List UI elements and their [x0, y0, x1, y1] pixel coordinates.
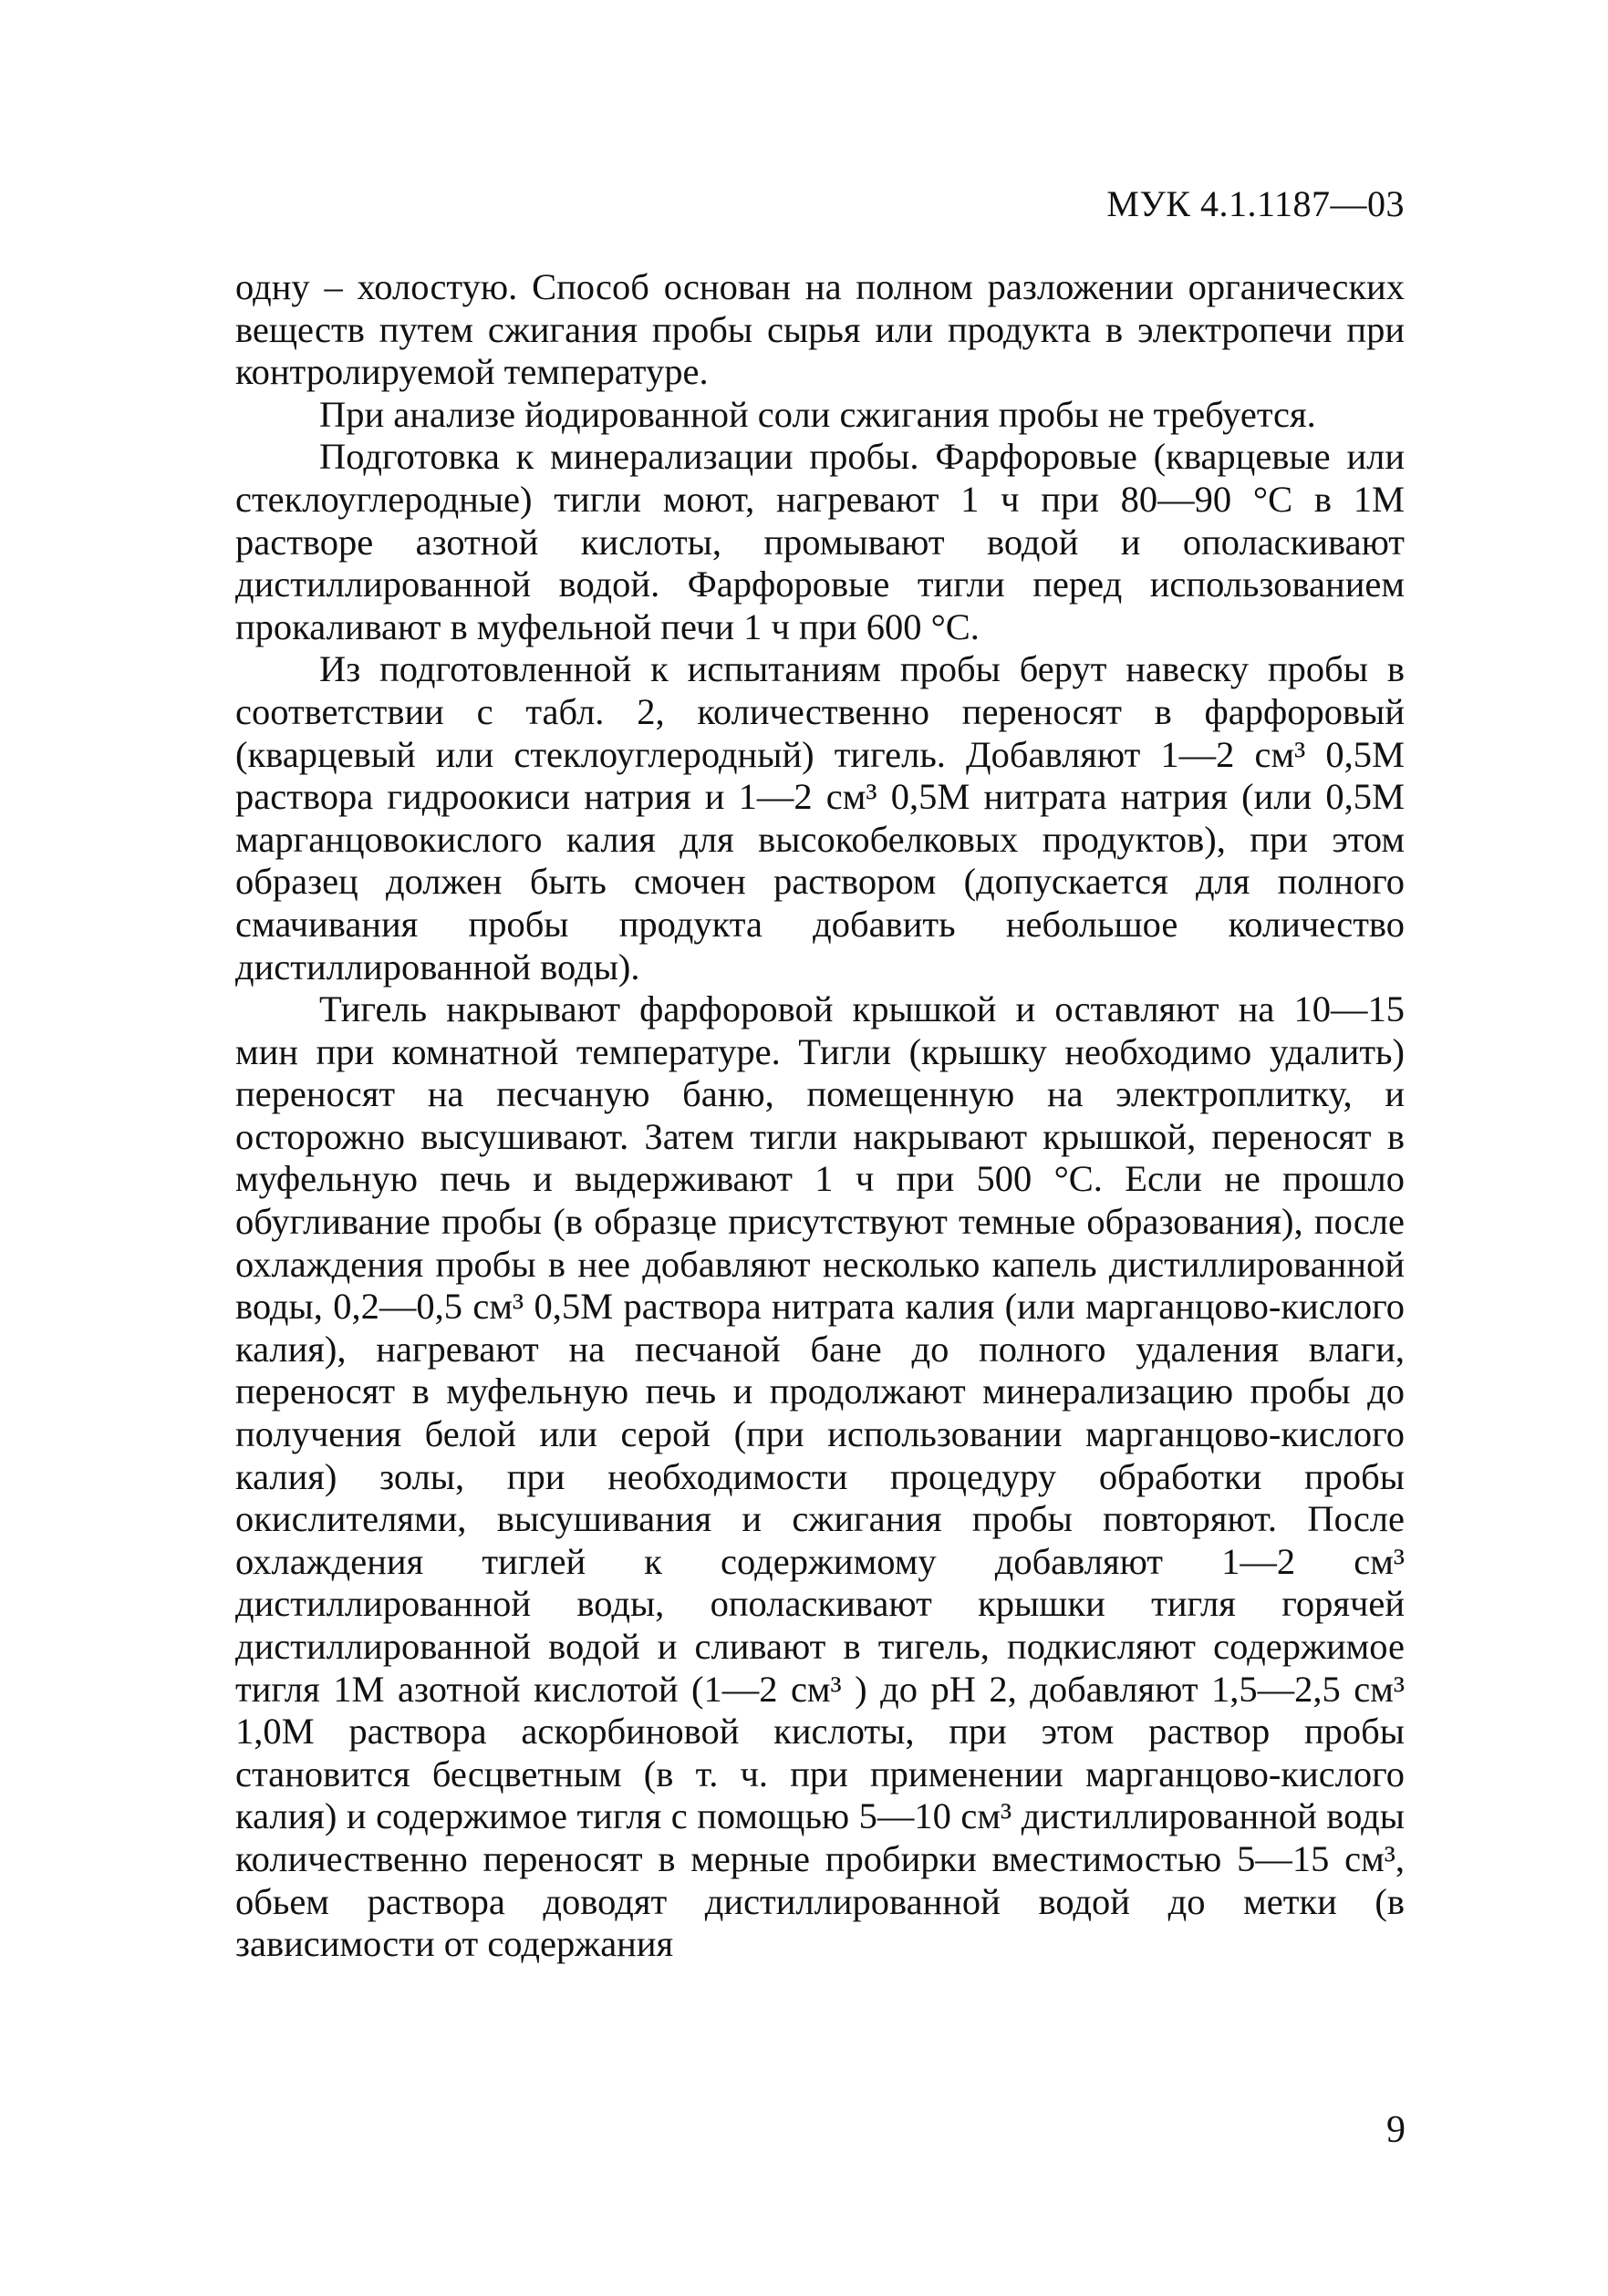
paragraph-sample-weighing: Из подготовленной к испытаниям пробы берут навеску пробы в соответствии с табл. 2, количественно переносят в фарфоровый (кварцевый или стеклоуглеродный) тигель. Добавляют 1—2 см³ 0,5М раствора гидроокиси натрия и 1—2 см³ 0,5М нитрата натрия (или 0,5М марганцовокислого калия для высокобелковых продуктов), при этом образец должен быть смочен раствором (допускается для полного смачивания пробы продукта добавить небольшое количество дистиллированной воды). — [235, 648, 1405, 988]
page-number: 9 — [1386, 2109, 1406, 2151]
paragraph-continuation: одну – холостую. Способ основан на полном разложении органических веществ путем сжигания пробы сырья или продукта в электропечи при контролируемой температуре. — [235, 266, 1405, 393]
paragraph-preparation: Подготовка к минерализации пробы. Фарфоровые (кварцевые или стеклоуглеродные) тигли моют, нагревают 1 ч при 80—90 °С в 1М растворе азотной кислоты, промывают водой и ополаскивают дистиллированной водой. Фарфоровые тигли перед использованием прокаливают в муфельной печи 1 ч при 600 °С. — [235, 436, 1405, 647]
body-text — [235, 266, 1405, 1966]
paragraph-iodized-salt: При анализе йодированной соли сжигания пробы не требуется. — [319, 393, 1316, 435]
paragraph-mineralization: Тигель накрывают фарфоровой крышкой и оставляют на 10—15 мин при комнатной температуре. Тигли (крышку необходимо удалить) переносят на песчаную баню, помещенную на электроплитку, и осторожно высушивают. Затем тигли накрывают крышкой, переносят в муфельную печь и выдерживают 1 ч при 500 °С. Если не прошло обугливание пробы (в образце присутствуют темные образования), после охлаждения пробы в нее добавляют несколько капель дистиллированной воды, 0,2—0,5 см³ 0,5М раствора нитрата калия (или марганцово-кислого калия), нагревают на песчаной бане до полного удаления влаги, переносят в муфельную печь и продолжают минерализацию пробы до получения белой или серой (при использовании марганцово-кислого калия) золы, при необходимости процедуру обработки пробы окислителями, высушивания и сжигания пробы повторяют. После охлаждения тиглей к содержимому добавляют 1—2 см³ дистиллированной воды, ополаскивают крышки тигля горячей дистиллированной водой и сливают в тигель, подкисляют содержимое тигля 1М азотной кислотой (1—2 см³ ) до рН 2, добавляют 1,5—2,5 см³ 1,0М раствора аскорбиновой кислоты, при этом раствор пробы становится бесцветным (в т. ч. при применении марганцово-кислого калия) и содержимое тигля с помощью 5—10 см³ дистиллированной воды количественно переносят в мерные пробирки вместимостью 5—15 см³, обьем раствора доводят дистиллированной водой до метки (в зависимости от содержания — [235, 988, 1405, 1965]
document-code-header: МУК 4.1.1187—03 — [1106, 183, 1405, 224]
